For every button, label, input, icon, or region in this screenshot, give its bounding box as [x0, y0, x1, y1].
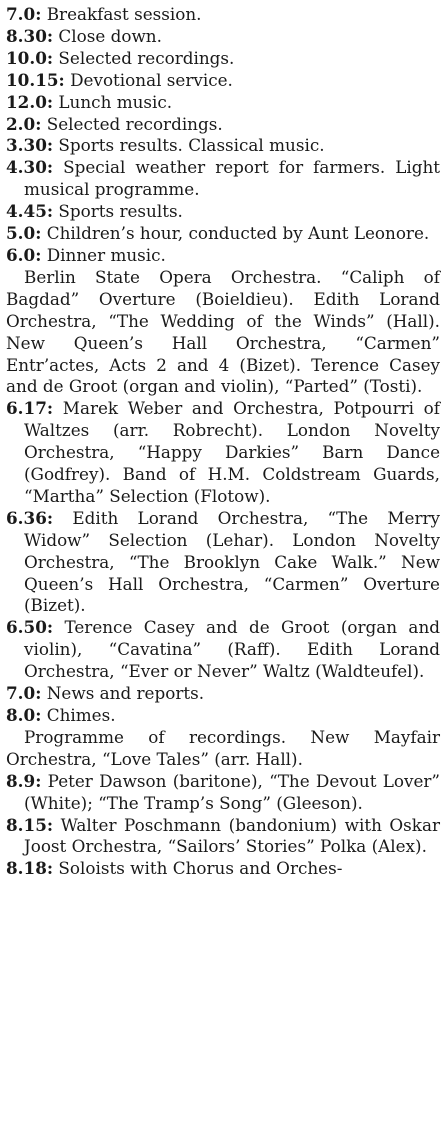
schedule-entry	[6, 683, 440, 705]
schedule-entry	[6, 771, 440, 815]
entry-time: 10.15:	[6, 69, 65, 90]
schedule-entry	[6, 70, 440, 92]
schedule-entry	[6, 114, 440, 136]
entry-text: Terence Casey and de Groot (organ and violin), “Cavatina” (Raff). Edith Lorand Orchestra, “Ever or Never” Waltz (Waldteufel).	[24, 617, 440, 682]
entry-text: Sports results. Classical music.	[53, 135, 325, 156]
entry-time: 4.30:	[6, 157, 54, 178]
entry-text: Dinner music.	[41, 244, 166, 265]
entry-text: Sports results.	[53, 201, 183, 222]
entry-text: Peter Dawson (baritone), “The Devout Lover” (White); “The Tramp’s Song” (Gleeson).	[24, 770, 440, 813]
schedule-entry	[6, 157, 440, 201]
schedule-entry	[6, 815, 440, 859]
entry-time: 6.0:	[6, 244, 42, 265]
programme-paragraph: Programme of recordings. New Mayfair Orchestra, “Love Tales” (arr. Hall).	[6, 726, 440, 769]
entry-text: News and reports.	[41, 683, 205, 704]
schedule-entry	[6, 617, 440, 683]
schedule-entry	[6, 26, 440, 48]
entry-time: 4.45:	[6, 201, 54, 222]
entry-time: 5.0:	[6, 223, 42, 244]
schedule-entry	[6, 4, 440, 26]
entry-time: 8.0:	[6, 705, 42, 725]
entry-text: Special weather report for farmers. Light musical programme.	[24, 157, 440, 200]
schedule-entry	[6, 48, 440, 70]
entry-text: Selected recordings.	[41, 113, 223, 134]
entry-time: 10.0:	[6, 47, 54, 68]
entry-time: 2.0:	[6, 113, 42, 134]
schedule-entry	[6, 223, 440, 245]
entry-text: Marek Weber and Orchestra, Potpourri of Waltzes (arr. Robrecht). London Novelty Orchestra, “Happy Darkies” Barn Dance (Godfrey). Band of H.M. Coldstream Guards, “Martha” Selection (Flotow).	[24, 398, 440, 506]
entry-time: 7.0:	[6, 683, 42, 704]
entry-text: Devotional service.	[64, 69, 233, 90]
entry-time: 8.15:	[6, 814, 54, 835]
entry-time: 6.17:	[6, 398, 54, 419]
entry-text: Close down.	[53, 25, 162, 46]
entry-text: Selected recordings.	[53, 47, 235, 68]
entry-text: Lunch music.	[53, 91, 173, 112]
schedule-entry	[6, 705, 440, 727]
schedule-entry	[6, 858, 440, 880]
schedule-entry	[6, 398, 440, 508]
schedule-entry	[6, 135, 440, 157]
entry-text: Walter Poschmann (bandonium) with Oskar Joost Orchestra, “Sailors’ Stories” Polka (Alex).	[24, 814, 440, 857]
schedule-entry	[6, 201, 440, 223]
schedule-entry	[6, 92, 440, 114]
schedule-entry	[6, 508, 440, 618]
entry-text: Soloists with Chorus and Orches-	[53, 858, 343, 879]
entry-time: 12.0:	[6, 91, 54, 112]
entry-time: 8.9:	[6, 770, 42, 791]
entry-time: 3.30:	[6, 135, 54, 156]
entry-time: 8.30:	[6, 25, 54, 46]
entry-time: 6.50:	[6, 617, 54, 638]
entry-text: Edith Lorand Orchestra, “The Merry Widow” Selection (Lehar). London Novelty Orchestra, “The Brooklyn Cake Walk.” New Queen’s Hall Orchestra, “Carmen” Overture (Bizet).	[24, 507, 440, 616]
entry-text: Breakfast session.	[41, 4, 202, 24]
entry-text: Chimes.	[41, 705, 116, 725]
entry-text: Children’s hour, conducted by Aunt Leonore.	[41, 223, 430, 244]
schedule-entry	[6, 245, 440, 267]
entry-time: 6.36:	[6, 507, 54, 528]
entry-time: 7.0:	[6, 4, 42, 24]
entry-time: 8.18:	[6, 858, 54, 879]
programme-paragraph: Berlin State Opera Orchestra. “Caliph of Bagdad” Overture (Boieldieu). Edith Lorand Orchestra, “The Wedding of the Winds” (Hall). New Queen’s Hall Orchestra, “Carmen” Entr’actes, Acts 2 and 4 (Bizet). Terence Casey and de Groot (organ and violin), “Parted” (Tosti).	[6, 266, 440, 397]
